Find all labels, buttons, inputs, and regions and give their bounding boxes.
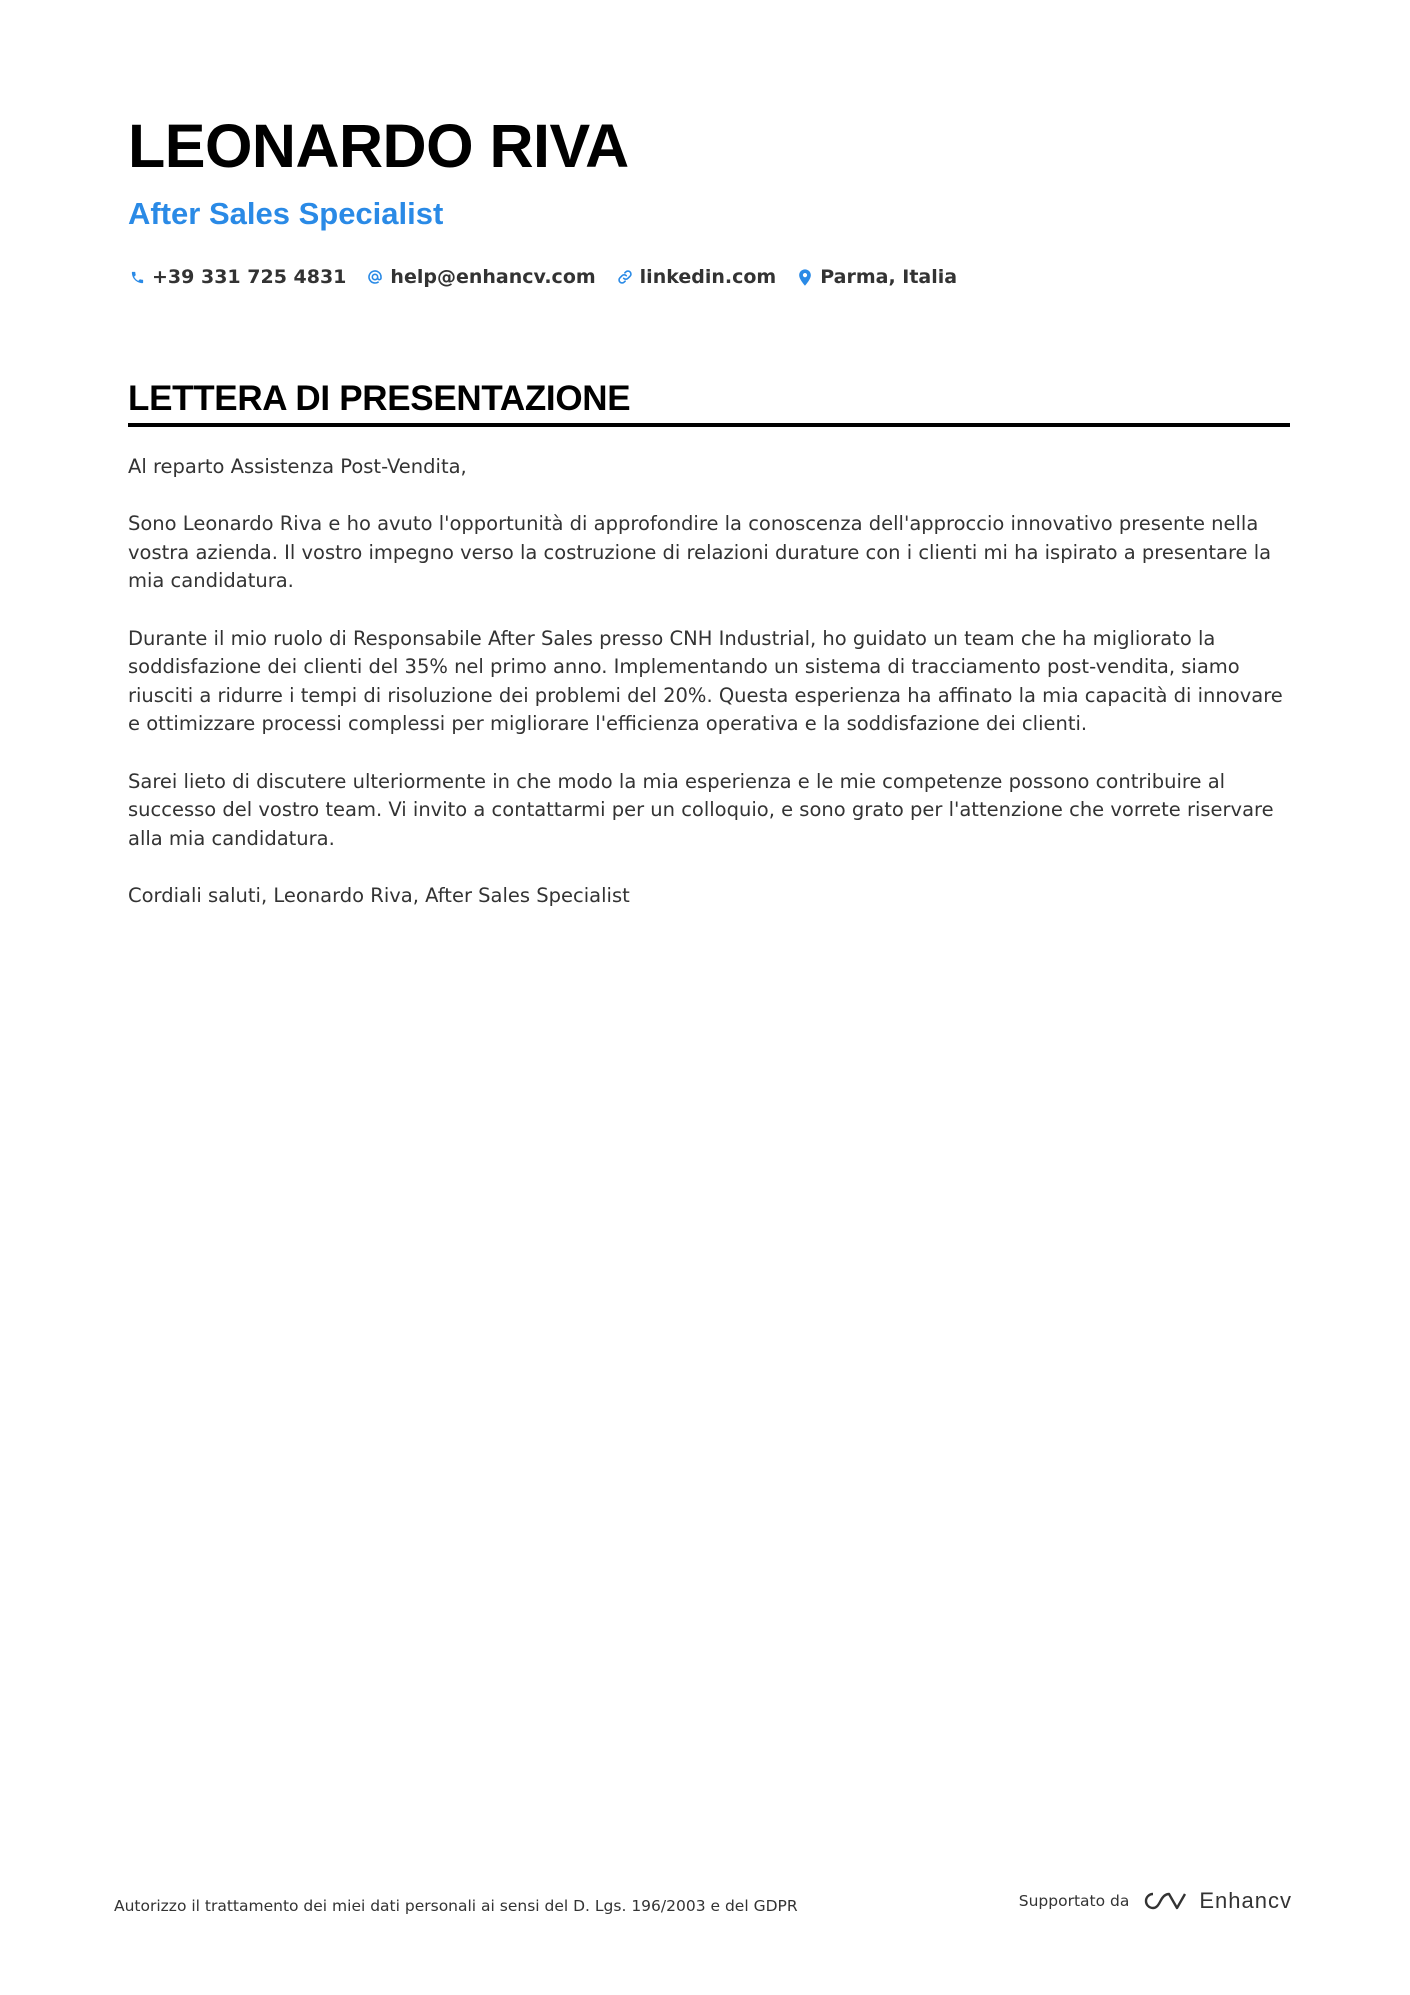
contact-email-text: help@enhancv.com — [390, 266, 596, 288]
section-divider — [128, 423, 1290, 427]
letter-paragraph: Sarei lieto di discutere ulteriormente in che modo la mia esperienza e le mie competenze possono contribuire al successo del vostro team. Vi invito a contattarmi per un colloquio, e sono grato per l'attenzione che vorrete riservare alla mia candidatura. — [128, 769, 1274, 850]
powered-by-label: Supportato da — [1018, 1892, 1130, 1910]
powered-by[interactable] — [1019, 1888, 1292, 1914]
letter-salutation: Al reparto Assistenza Post-Vendita, — [128, 455, 467, 478]
contact-location-text: Parma, Italia — [820, 266, 958, 288]
link-icon — [616, 268, 634, 286]
contact-location — [796, 266, 957, 288]
candidate-name: LEONARDO RIVA — [128, 112, 629, 180]
contact-phone-text: +39 331 725 4831 — [152, 266, 347, 288]
contact-email[interactable] — [366, 266, 595, 288]
brand-name: Enhancv — [1199, 1888, 1292, 1913]
letter-paragraph: Sono Leonardo Riva e ho avuto l'opportunità di approfondire la conoscenza dell'approccio innovativo presente nella vostra azienda. Il vostro impegno verso la costruzione di relazioni durature con i clienti mi ha ispirato a presentare la mia candidatura. — [128, 512, 1272, 593]
contact-phone — [128, 266, 346, 288]
contact-linkedin-text: linkedin.com — [639, 266, 777, 288]
contact-linkedin[interactable] — [616, 266, 777, 288]
cover-letter-page — [128, 108, 1290, 939]
phone-icon — [128, 268, 146, 286]
letter-body — [128, 453, 1290, 911]
letter-closing: Cordiali saluti, Leonardo Riva, After Sales Specialist — [128, 883, 630, 907]
contact-bar — [128, 263, 1290, 291]
at-icon — [366, 268, 384, 286]
candidate-role: After Sales Specialist — [128, 196, 444, 231]
letter-paragraph: Durante il mio ruolo di Responsabile After Sales presso CNH Industrial, ho guidato un team che ha migliorato la soddisfazione dei clienti del 35% nel primo anno. Implementando un sistema di tracciamento post-vendita, siamo riusciti a ridurre i tempi di risoluzione dei problemi del 20%. Questa esperienza ha affinato la mia capacità di innovare e ottimizzare processi complessi per migliorare l'efficienza operativa e la soddisfazione dei clienti. — [128, 626, 1283, 736]
enhancv-logo-icon — [1141, 1889, 1187, 1913]
section-title: LETTERA DI PRESENTAZIONE — [128, 379, 631, 418]
privacy-consent-note: Autorizzo il trattamento dei miei dati personali ai sensi del D. Lgs. 196/2003 e del GDPR — [114, 1897, 798, 1915]
location-pin-icon — [796, 268, 814, 286]
